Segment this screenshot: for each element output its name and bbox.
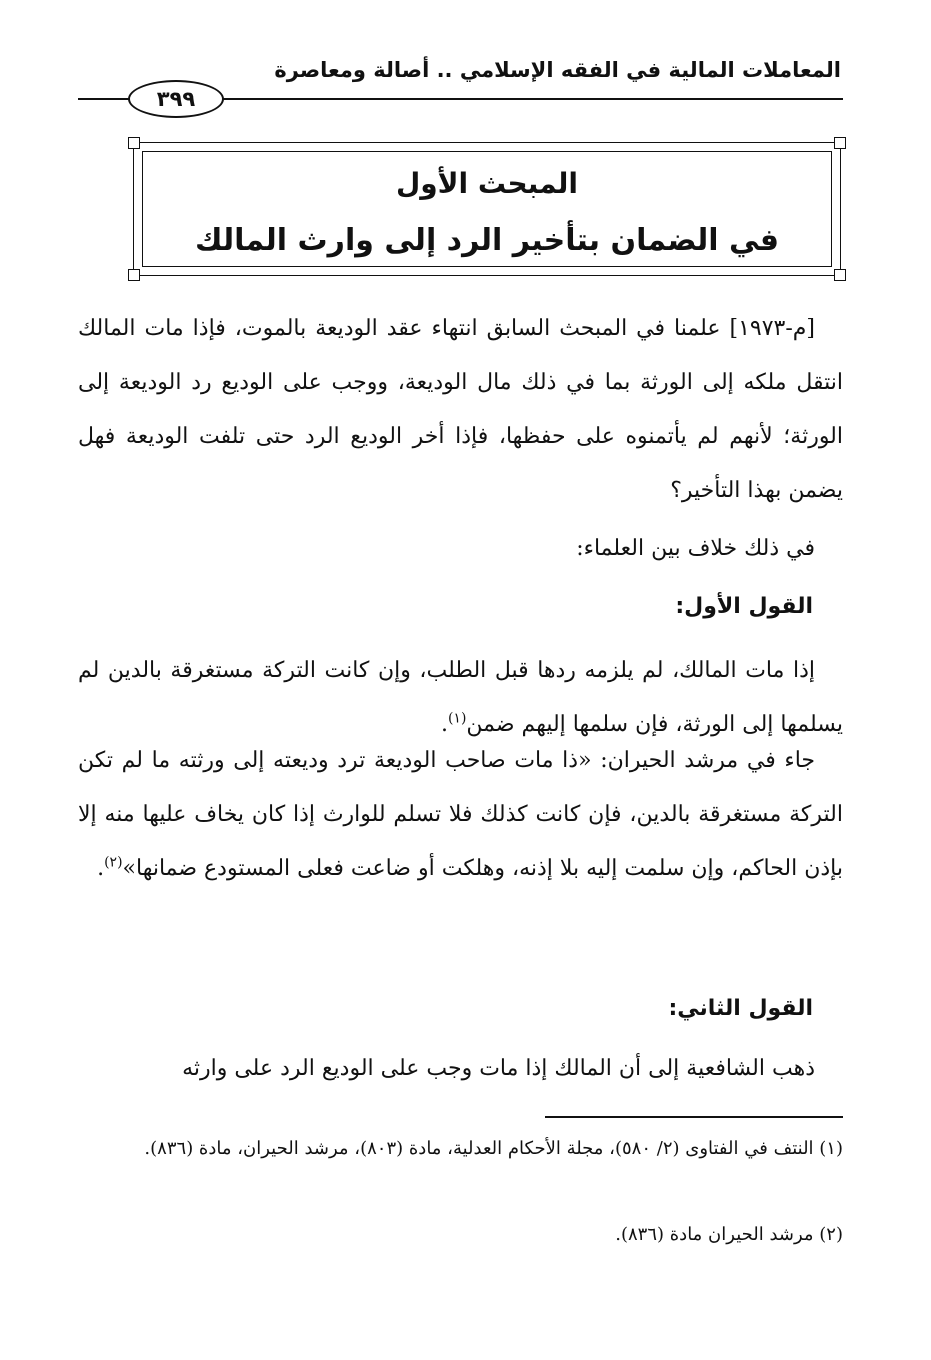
section-title-line-1: المبحث الأول: [395, 167, 579, 200]
paragraph-4-end: .: [97, 856, 105, 881]
section-title-frame: [133, 142, 841, 276]
body-paragraph-4: [78, 734, 843, 896]
footnote-ref-1: (١): [447, 710, 467, 727]
footnote-ref-2: (٢): [104, 854, 123, 871]
paragraph-3-end: .: [440, 712, 448, 737]
paragraph-3-text: إذا مات المالك، لم يلزمه ردها قبل الطلب، وإن كانت التركة مستغرقة بالدين لم يسلمها إلى الورثة، فإن سلمها إليهم ضمن: [78, 658, 843, 737]
frame-corner-ornament: [128, 269, 140, 281]
body-paragraph-2: في ذلك خلاف بين العلماء:: [576, 536, 815, 561]
page-number-oval: ٣٩٩: [128, 80, 224, 118]
footnote-1: (١) النتف في الفتاوى (٢/ ٥٨٠)، مجلة الأحكام العدلية، مادة (٨٠٣)، مرشد الحيران، مادة (٨٣٦).: [144, 1138, 843, 1159]
section-title-line-2: في الضمان بتأخير الرد إلى وارث المالك: [194, 223, 780, 258]
body-paragraph-1: [م-١٩٧٣] علمنا في المبحث السابق انتهاء عقد الوديعة بالموت، فإذا مات المالك انتقل ملكه إلى الورثة بما في ذلك مال الوديعة، ووجب على الوديع رد الوديعة إلى الورثة؛ لأنهم لم يأتمنوه على حفظها، فإذا أخر الوديع الرد حتى تلفت الوديعة فهل يضمن بهذا التأخير؟: [78, 316, 843, 503]
footnote-2: (٢) مرشد الحيران مادة (٨٣٦).: [615, 1224, 843, 1245]
footnote-separator: [545, 1116, 843, 1118]
running-header-title: المعاملات المالية في الفقه الإسلامي .. أصالة ومعاصرة: [274, 58, 841, 82]
frame-corner-ornament: [834, 137, 846, 149]
frame-corner-ornament: [128, 137, 140, 149]
frame-corner-ornament: [834, 269, 846, 281]
subheading-second-opinion: القول الثاني:: [668, 996, 813, 1021]
paragraph-4-text: جاء في مرشد الحيران: «ذا مات صاحب الوديعة ترد وديعته إلى ورثته ما لم تكن التركة مستغرقة بالدين، فإن كانت كذلك فلا تسلم للوارث إذا كان يخاف عليها منه إلا بإذن الحاكم، وإن سلمت إليه بلا إذنه، وهلكت أو ضاعت فعلى المستودع ضمانها»: [78, 748, 843, 881]
body-paragraph-5: ذهب الشافعية إلى أن المالك إذا مات وجب على الوديع الرد على وارثه: [182, 1056, 815, 1081]
subheading-first-opinion: القول الأول:: [675, 594, 813, 619]
